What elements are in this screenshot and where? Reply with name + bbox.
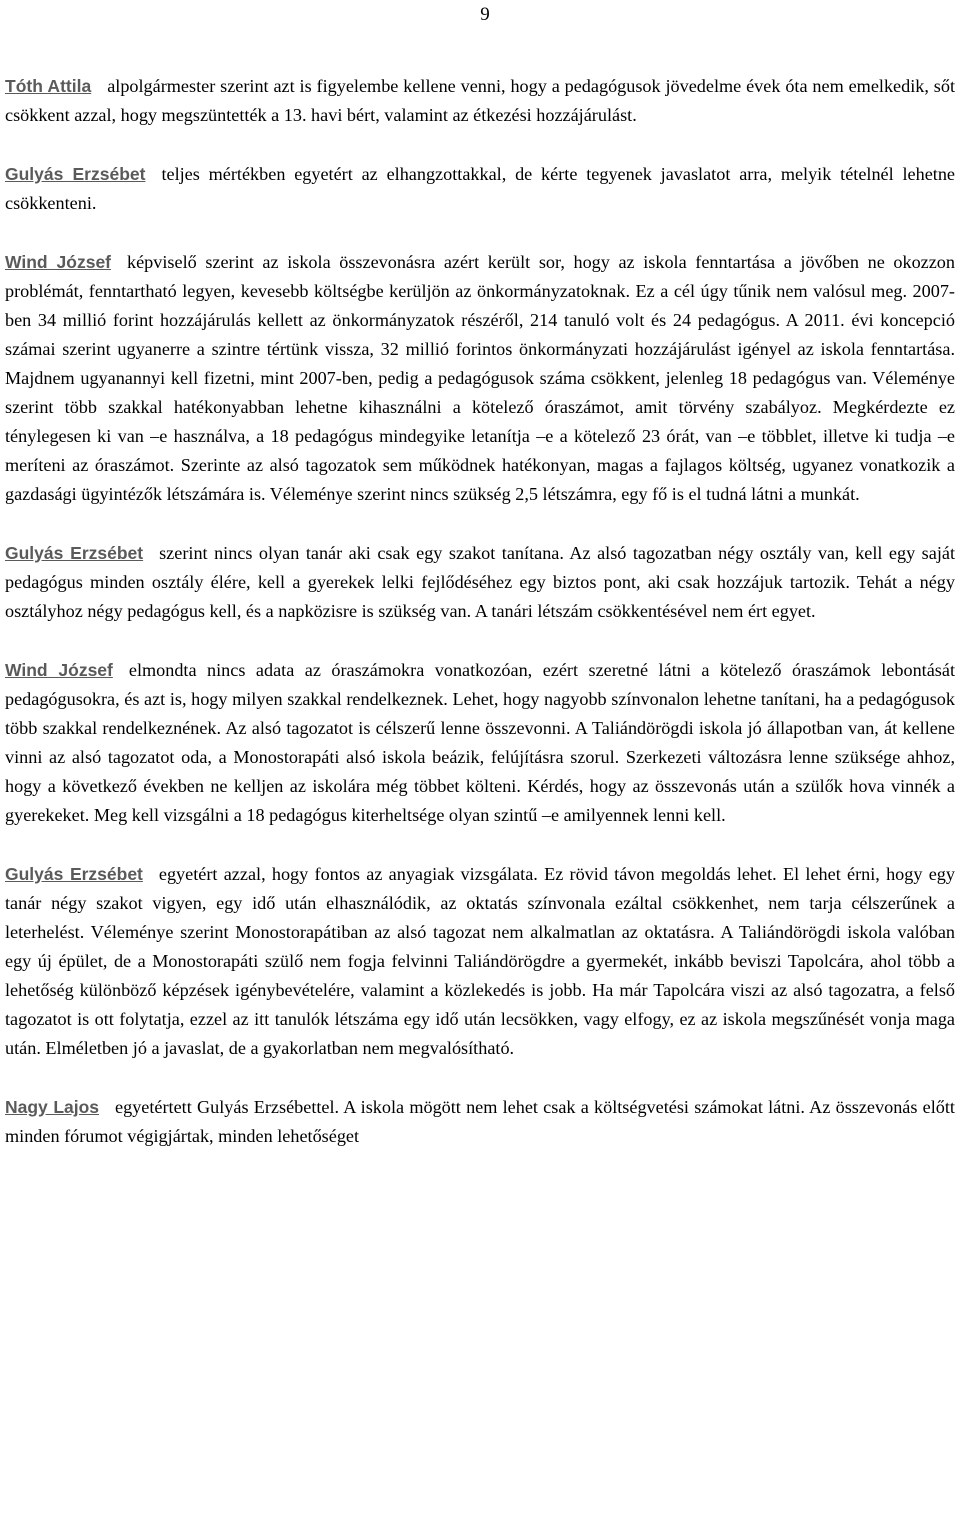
paragraph-text: képviselő szerint az iskola összevonásra azért került sor, hogy az iskola fenntartása a jövőben ne okozzon problémát, fenntartható legyen, kevesebb költségbe kerüljön az önkormányzatoknak. Ez a cél úgy tűnik nem valósul meg. 2007-ben 34 millió forint hozzájárulás kellett az önkormányzatok részéről, 214 tanuló volt és 24 pedagógus. A 2011. évi koncepció számai szerint ugyanerre a szintre tértünk vissza, 32 millió forintos önkormányzati hozzájárulást igényel az iskola fenntartása. Majdnem ugyanannyi kell fizetni, mint 2007-ben, pedig a pedagógusok száma csökkent, jelenleg 18 pedagógus van. Véleménye szerint több szakkal hatékonyabban lehetne kihasználni a kötelező óraszámot, amit törvény szabályoz. Megkérdezte ez ténylegesen ki van –e használva, a 18 pedagógus mindegyike letanítja –e a kötelező 23 órát, van –e többlet, illetve ki tudja –e meríteni az óraszámot. Szerinte az alsó tagozatok sem működnek hatékonyan, magas a fajlagos költség, ugyanez vonatkozik a gazdasági ügyintézők létszámára is. Véleménye szerint nincs szükség 2,5 létszámra, egy fő is el tudná látni a munkát. [5,252,955,504]
speaker-name: Gulyás Erzsébet [5,164,146,184]
speaker-name: Tóth Attila [5,76,92,96]
speaker-name: Gulyás Erzsébet [5,864,143,884]
paragraph-text: szerint nincs olyan tanár aki csak egy szakot tanítana. Az alsó tagozatban négy osztály van, kell egy saját pedagógus minden osztály élére, kell a gyerekek lelki fejlődéséhez egy biztos pont, aki csak hozzájuk tartozik. Tehát a négy osztályhoz négy pedagógus kell, és a napközisre is szükség van. A tanári létszám csökkentésével nem ért egyet. [5,543,956,621]
page-number: 9 [480,4,490,25]
speaker-name: Gulyás Erzsébet [5,543,144,563]
speaker-name: Wind József [5,660,113,680]
paragraph-wind-jozsef-2 [5,656,955,830]
paragraph-text: egyetértett Gulyás Erzsébettel. A iskola mögött nem lehet csak a költségvetési számokat látni. Az összevonás előtt minden fórumot végigjártak, minden lehetőséget [5,1097,955,1146]
paragraph-gulyas-erzsebet-2 [5,539,955,626]
paragraph-gulyas-erzsebet-1 [5,160,955,218]
paragraph-text: egyetért azzal, hogy fontos az anyagiak vizsgálata. Ez rövid távon megoldás lehet. El lehet érni, hogy egy tanár négy szakot vigyen, egy idő után elhasználódik, az oktatás színvonala ezáltal csökkenhet, nem tarja célszerűnek a leterhelést. Véleménye szerint Monostorapátiban az alsó tagozat nem alkalmatlan az oktatásra. A Taliándörögdi iskola valóban egy új épület, de a Monostorapáti szülő nem fogja felvinni Taliándörögdre a gyermekét, inkább beviszi Tapolcára, ahol több a lehetőség különböző képzések igénybevételére, valamint a közlekedés is jobb. Ha már Tapolcára viszi az alsó tagozatra, a felső tagozatot is ott folytatja, ezzel az itt tanulók létszáma egy idő után lecsökken, vagy elfogy, ez az iskola megszűnését vonja maga után. Elméletben jó a javaslat, de a gyakorlatban nem megvalósítható. [5,864,955,1058]
speaker-name: Wind József [5,252,112,272]
paragraph-text: teljes mértékben egyetért az elhangzottakkal, de kérte tegyenek javaslatot arra, melyik tételnél lehetne csökkenteni. [5,164,956,213]
paragraph-text: elmondta nincs adata az óraszámokra vonatkozóan, ezért szeretné látni a kötelező óraszámok lebontását pedagógusokra, és azt is, hogy milyen szakkal rendelkeznek. Lehet, hogy nagyobb színvonalon lehetne tanítani, ha a pedagógusok több szakkal rendelkeznének. Az alsó tagozatot is célszerű lenne összevonni. A Taliándörögdi iskola jó állapotban van, át kellene vinni az alsó tagozatot oda, a Monostorapáti alsó iskola beázik, felújításra szorul. Szerkezeti változásra lenne szüksége ahhoz, hogy a következő években ne kelljen az iskolára még többet költeni. Kérdés, hogy az összevonás után a szülők hova vinnék a gyerekeket. Meg kell vizsgálni a 18 pedagógus kiterheltsége olyan szintű –e amilyennek lenni kell. [5,660,955,825]
paragraph-gulyas-erzsebet-3 [5,860,955,1063]
speaker-name: Nagy Lajos [5,1097,100,1117]
paragraph-text: alpolgármester szerint azt is figyelembe kellene venni, hogy a pedagógusok jövedelme évek óta nem emelkedik, sőt csökkent azzal, hogy megszüntették a 13. havi bért, valamint az étkezési hozzájárulást. [5,76,955,125]
paragraph-toth-attila [5,72,955,130]
paragraph-wind-jozsef-1 [5,248,955,509]
paragraph-nagy-lajos [5,1093,955,1151]
document-body [5,72,955,1181]
